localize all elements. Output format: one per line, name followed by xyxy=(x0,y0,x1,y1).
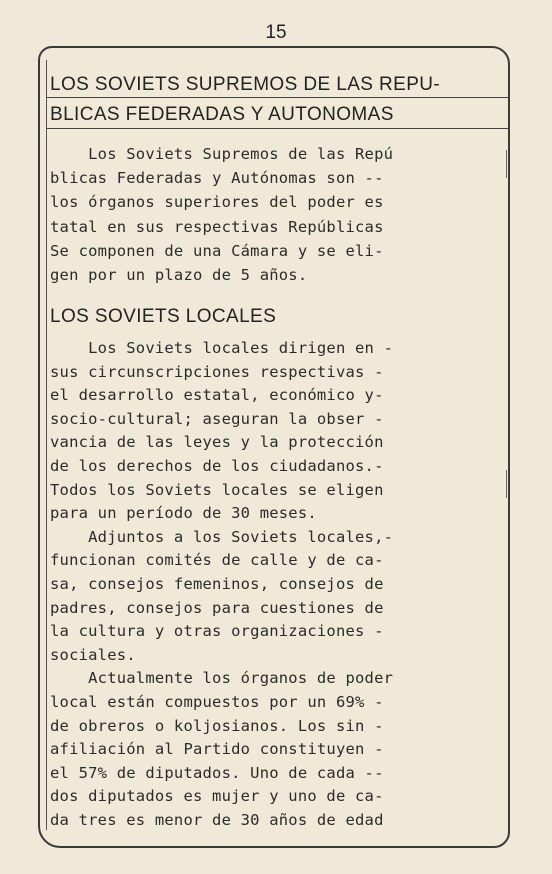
page-number: 15 xyxy=(265,22,287,43)
section2-body-line: dos diputados es mujer y uno de ca- xyxy=(50,787,384,806)
section2-body-line: de los derechos de los ciudadanos.- xyxy=(50,457,384,475)
section2-body-line: Actualmente los órganos de poder xyxy=(50,669,394,688)
section2-body-line: sociales. xyxy=(50,645,136,664)
right-edge-mark xyxy=(506,150,507,178)
section2-body-line: vancia de las leyes y la protección xyxy=(50,433,384,452)
section1-body-line: gen por un plazo de 5 años. xyxy=(50,266,308,284)
section1-title-line-1: LOS SOVIETS SUPREMOS DE LAS REPU- xyxy=(50,74,441,95)
section1-body-line: Los Soviets Supremos de las Repú xyxy=(50,145,394,163)
section2-title: LOS SOVIETS LOCALES xyxy=(50,306,277,327)
section2-body-line: el 57% de diputados. Uno de cada -- xyxy=(50,763,384,782)
section2-body-line: socio-cultural; aseguran la obser - xyxy=(50,409,384,428)
section1-body-line: los órganos superiores del poder es xyxy=(50,193,384,212)
section2-body-line: afiliación al Partido constituyen - xyxy=(50,740,384,759)
section1-title-rule-1 xyxy=(46,97,508,98)
right-edge-mark xyxy=(506,470,507,498)
section2-body-line: Los Soviets locales dirigen en - xyxy=(50,339,394,357)
section2-body-line: Adjuntos a los Soviets locales,- xyxy=(50,527,394,546)
section2-body-line: local están compuestos por un 69% - xyxy=(50,693,384,711)
section2-body-line: sus circunscripciones respectivas - xyxy=(50,362,384,381)
section2-body-line: el desarrollo estatal, económico y- xyxy=(50,386,384,405)
frame-inner-rule xyxy=(46,60,47,830)
section1-title-line-2: BLICAS FEDERADAS Y AUTONOMAS xyxy=(50,104,394,125)
section2-body-line: para un período de 30 meses. xyxy=(50,504,317,523)
section1-body-line: blicas Federadas y Autónomas son -- xyxy=(50,169,384,188)
section2-body-line: padres, consejos para cuestiones de xyxy=(50,598,384,617)
section1-body-line: Se componen de una Cámara y se eli- xyxy=(50,241,384,260)
section2-body-line: Todos los Soviets locales se eligen xyxy=(50,480,384,499)
section2-body-line: funcionan comités de calle y de ca- xyxy=(50,551,384,570)
section2-body-line: de obreros o koljosianos. Los sin - xyxy=(50,716,384,735)
section1-body-line: tatal en sus respectivas Repúblicas xyxy=(50,217,384,236)
section2-body-line: da tres es menor de 30 años de edad xyxy=(50,811,384,829)
section2-body-line: sa, consejos femeninos, consejos de xyxy=(50,575,384,593)
section2-body-line: la cultura y otras organizaciones - xyxy=(50,622,384,641)
section1-title-rule-2 xyxy=(46,128,508,129)
